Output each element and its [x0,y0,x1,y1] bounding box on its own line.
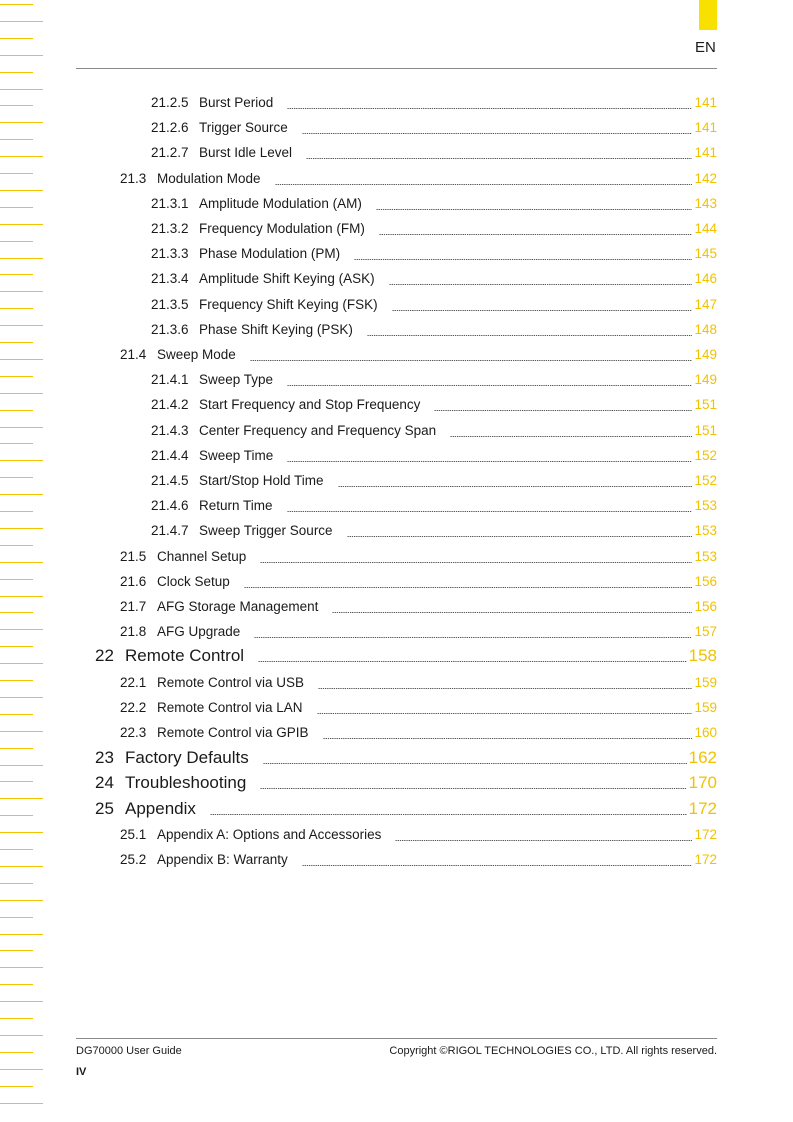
toc-entry-number: 25.2 [120,852,147,868]
toc-entry-title: Amplitude Modulation (AM) [199,195,362,211]
ruler-tick [0,950,33,951]
toc-entry[interactable] [0,218,793,238]
toc-entry-page: 152 [694,447,717,463]
toc-entry-number: 21.3.4 [151,271,189,287]
toc-entry-title: Remote Control via GPIB [157,725,309,741]
toc-entry-number: 21.8 [120,624,147,640]
toc-dot-leader [287,511,692,512]
toc-entry-title: Factory Defaults [125,747,249,767]
toc-entry-page: 149 [694,347,717,362]
toc-entry-page: 147 [694,296,717,312]
toc-entry-page: 158 [688,646,717,666]
toc-entry-number: 21.4.1 [151,372,189,388]
toc-entry-page: 149 [694,372,717,388]
toc-entry[interactable] [0,596,793,616]
toc-entry-title: Clock Setup [157,573,230,589]
toc-entry[interactable] [0,319,793,339]
ruler-tick [0,139,33,140]
ruler-tick [0,55,43,56]
toc-entry-title: AFG Upgrade [157,624,241,640]
toc-dot-leader [210,814,687,815]
toc-entry[interactable] [0,168,793,188]
toc-entry[interactable] [0,773,793,793]
toc-entry-title: AFG Storage Management [157,599,319,614]
toc-dot-leader [450,436,692,437]
toc-entry-number: 21.4.2 [151,397,189,413]
toc-entry-title: Return Time [199,498,273,514]
toc-entry-page: 144 [694,221,717,236]
toc-dot-leader [367,335,692,336]
toc-entry-title: Appendix B: Warranty [157,852,288,868]
ruler-tick [0,917,33,918]
toc-dot-leader [318,688,692,689]
toc-dot-leader [332,612,692,613]
toc-entry-page: 159 [694,674,717,690]
toc-entry-title: Start/Stop Hold Time [199,473,324,488]
toc-entry-page: 153 [694,548,717,564]
toc-entry[interactable] [0,849,793,869]
toc-entry-number: 21.3.1 [151,195,189,211]
footer-doc-title: DG70000 User Guide [76,1045,182,1057]
toc-entry-number: 21.7 [120,599,147,614]
ruler-tick [0,900,43,901]
toc-entry-number: 25 [95,798,114,818]
toc-entry-title: Remote Control via LAN [157,700,303,716]
toc-entry-page: 143 [694,195,717,211]
toc-entry-page: 146 [694,271,717,287]
toc-dot-leader [392,310,692,311]
ruler-tick [0,38,33,39]
toc-entry-number: 22.2 [120,700,147,716]
toc-entry[interactable] [0,445,793,465]
toc-entry[interactable] [0,621,793,641]
toc-entry-title: Appendix A: Options and Accessories [157,827,382,842]
toc-entry-number: 21.3 [120,170,147,186]
toc-entry-page: 141 [694,95,717,110]
toc-entry-number: 21.3.3 [151,246,189,262]
toc-entry-page: 141 [694,145,717,161]
toc-entry[interactable] [0,571,793,591]
toc-entry-number: 21.3.2 [151,221,189,236]
toc-entry-page: 145 [694,246,717,262]
toc-entry-page: 160 [694,725,717,741]
header-divider [76,68,717,69]
toc-entry[interactable] [0,520,793,540]
ruler-tick [0,1001,43,1002]
toc-entry-number: 21.4 [120,347,147,362]
toc-entry-number: 22 [95,646,114,666]
toc-entry[interactable] [0,193,793,213]
ruler-tick [0,1069,43,1070]
toc-dot-leader [338,486,692,487]
toc-dot-leader [395,840,692,841]
toc-entry-number: 21.4.6 [151,498,189,514]
toc-entry-page: 151 [694,422,717,438]
toc-entry[interactable] [0,268,793,288]
toc-entry-title: Appendix [125,798,196,818]
toc-dot-leader [302,133,692,134]
toc-dot-leader [354,259,692,260]
toc-dot-leader [317,713,692,714]
language-label: EN [695,39,716,56]
toc-entry[interactable] [0,344,793,364]
toc-entry-page: 141 [694,120,717,136]
ruler-tick [0,241,33,242]
toc-entry-number: 21.4.3 [151,422,189,438]
toc-dot-leader [376,209,692,210]
toc-entry-number: 21.3.6 [151,321,189,337]
toc-dot-leader [263,763,687,764]
toc-dot-leader [287,385,692,386]
toc-entry-title: Sweep Trigger Source [199,523,333,539]
toc-entry-number: 21.2.7 [151,145,189,161]
language-tab-marker [699,0,717,30]
toc-entry-title: Channel Setup [157,548,247,564]
toc-entry[interactable] [0,722,793,742]
toc-entry-title: Troubleshooting [125,773,247,792]
toc-entry[interactable] [0,495,793,515]
toc-dot-leader [250,360,692,361]
toc-dot-leader [260,562,692,563]
toc-entry[interactable] [0,420,793,440]
toc-entry-title: Phase Modulation (PM) [199,246,341,262]
toc-entry-number: 21.5 [120,548,147,564]
toc-entry[interactable] [0,824,793,844]
toc-entry-title: Frequency Shift Keying (FSK) [199,296,378,312]
toc-entry[interactable] [0,369,793,389]
toc-entry-page: 153 [694,498,717,514]
toc-entry-title: Remote Control [125,646,245,666]
toc-entry-number: 22.3 [120,725,147,741]
toc-entry-page: 156 [694,573,717,589]
toc-entry-title: Trigger Source [199,120,288,136]
toc-entry-title: Modulation Mode [157,170,261,186]
ruler-tick [0,342,33,343]
toc-entry[interactable] [0,394,793,414]
ruler-tick [0,1052,33,1053]
ruler-tick [0,21,43,22]
toc-dot-leader [244,587,692,588]
ruler-tick [0,89,43,90]
toc-entry-number: 21.4.5 [151,473,189,488]
toc-entry-page: 157 [694,624,717,640]
ruler-tick [0,72,33,73]
toc-entry[interactable] [0,243,793,263]
toc-entry-title: Frequency Modulation (FM) [199,221,365,236]
toc-dot-leader [258,661,687,662]
toc-entry-title: Burst Idle Level [199,145,293,161]
toc-entry-page: 151 [694,397,717,413]
toc-entry-title: Sweep Mode [157,347,236,362]
ruler-tick [0,1103,43,1104]
toc-entry-title: Remote Control via USB [157,674,305,690]
toc-dot-leader [254,637,692,638]
toc-entry-title: Amplitude Shift Keying (ASK) [199,271,375,287]
toc-entry[interactable] [0,470,793,490]
toc-dot-leader [287,108,692,109]
toc-entry-page: 156 [694,599,717,614]
toc-entry-title: Center Frequency and Frequency Span [199,422,437,438]
toc-entry[interactable] [0,294,793,314]
toc-dot-leader [434,410,692,411]
toc-entry[interactable] [0,92,793,112]
toc-dot-leader [347,536,692,537]
toc-dot-leader [260,788,687,789]
toc-dot-leader [379,234,692,235]
toc-dot-leader [302,865,692,866]
toc-entry-page: 172 [694,827,717,842]
page-number: IV [76,1066,87,1078]
toc-entry-number: 21.2.5 [151,95,189,110]
toc-entry-page: 172 [688,798,717,818]
toc-entry-page: 172 [694,852,717,868]
toc-entry-title: Sweep Time [199,447,274,463]
toc-entry[interactable] [0,697,793,717]
ruler-tick [0,967,43,968]
toc-dot-leader [275,184,692,185]
toc-entry-number: 21.3.5 [151,296,189,312]
toc-entry-number: 21.2.6 [151,120,189,136]
toc-entry[interactable] [0,546,793,566]
toc-entry-number: 21.4.4 [151,447,189,463]
toc-entry-page: 153 [694,523,717,539]
toc-entry[interactable] [0,748,793,768]
ruler-tick [0,934,43,935]
ruler-tick [0,1018,33,1019]
toc-entry[interactable] [0,142,793,162]
ruler-tick [0,883,33,884]
toc-dot-leader [287,461,692,462]
toc-entry-title: Burst Period [199,95,274,110]
toc-entry-page: 152 [694,473,717,488]
toc-entry[interactable] [0,117,793,137]
footer-copyright: Copyright ©RIGOL TECHNOLOGIES CO., LTD. All rights reserved. [389,1045,717,1057]
toc-entry-page: 162 [688,747,717,767]
toc-entry-number: 23 [95,747,114,767]
ruler-tick [0,1035,43,1036]
toc-entry[interactable] [0,799,793,819]
toc-dot-leader [389,284,692,285]
toc-entry-title: Start Frequency and Stop Frequency [199,397,421,413]
ruler-tick [0,4,33,5]
footer-divider [76,1038,717,1039]
toc-entry-page: 142 [694,170,717,186]
toc-entry-page: 159 [694,700,717,716]
toc-entry-number: 21.6 [120,573,147,589]
toc-dot-leader [323,738,692,739]
toc-entry-number: 21.4.7 [151,523,189,539]
toc-entry-page: 170 [688,773,717,792]
toc-entry-page: 148 [694,321,717,337]
toc-entry-title: Sweep Type [199,372,274,388]
ruler-tick [0,291,43,292]
ruler-tick [0,1086,33,1087]
toc-entry-number: 24 [95,773,114,792]
toc-dot-leader [306,158,692,159]
toc-entry-number: 25.1 [120,827,147,842]
toc-entry[interactable] [0,672,793,692]
toc-entry-title: Phase Shift Keying (PSK) [199,321,353,337]
ruler-tick [0,984,33,985]
toc-entry[interactable] [0,646,793,666]
toc-entry-number: 22.1 [120,674,147,690]
ruler-tick [0,190,43,191]
